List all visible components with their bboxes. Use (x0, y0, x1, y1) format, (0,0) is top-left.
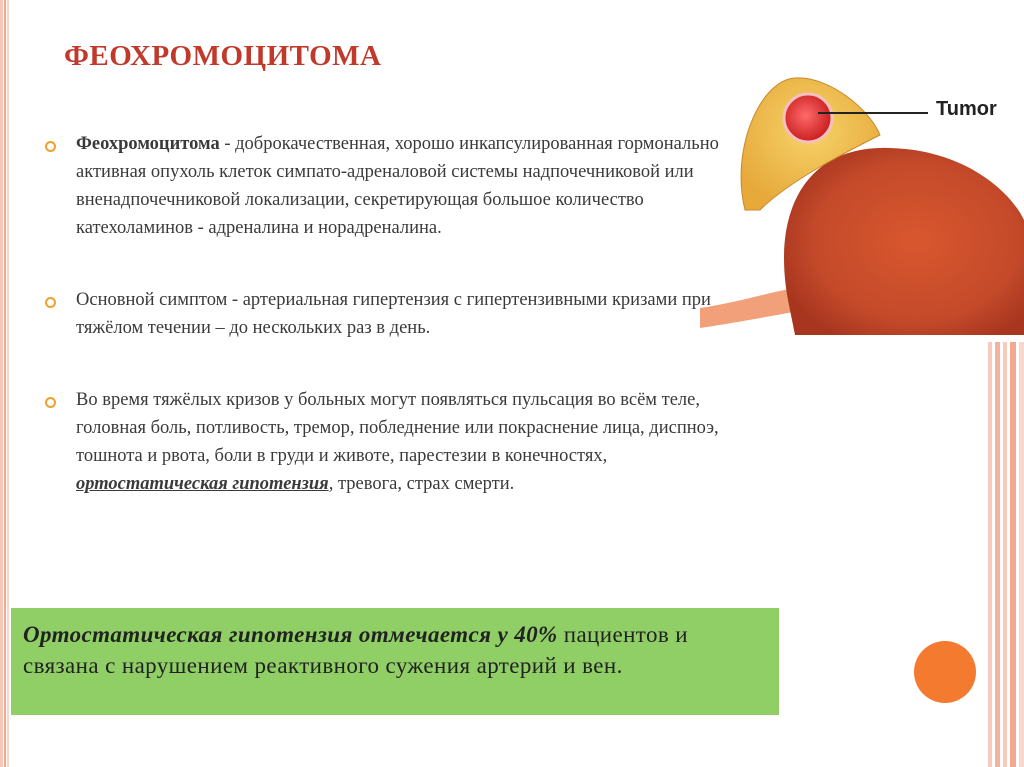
bullet-list (45, 130, 735, 542)
crisis-symptoms-tail: , тревога, страх смерти. (328, 474, 515, 494)
definition-text: - доброкачественная, хорошо инкапсулированная гормонально активная опухоль клеток симпато-адреналовой системы надпочечниковой или вненадпочечниковой локализации, секретирующая большое количество катехоламинов - адреналина и норадреналина. (76, 134, 719, 238)
crisis-symptoms-text: Во время тяжёлых кризов у больных могут появляться пульсация во всём теле, головная боль, потливость, тремор, побледнение или покраснение лица, диспноэ, тошнота и рвота, боли в груди и животе, парестезии в конечностях, (76, 390, 719, 466)
decorative-orange-circle (914, 641, 976, 703)
slide-title: ФЕОХРОМОЦИТОМА (64, 40, 382, 72)
orthostatic-hypotension-link[interactable]: ортостатическая гипотензия (76, 474, 329, 494)
callout-emphasis: Ортостатическая гипотензия отмечается у 40% (23, 622, 558, 647)
tumor-mass (784, 94, 832, 142)
tumor-label: Tumor (936, 98, 997, 120)
bullet-circle-icon (45, 397, 56, 408)
kidney-shape (784, 148, 1024, 335)
callout-text: пациентов и связана с нарушением реактивного сужения артерий и вен. (23, 622, 688, 678)
main-symptom-text: Основной симптом - артериальная гипертензия с гипертензивными кризами при тяжёлом течении – до нескольких раз в день. (76, 290, 711, 338)
bullet-circle-icon (45, 297, 56, 308)
left-decorative-stripes (0, 0, 10, 767)
bullet-main-symptom (45, 286, 735, 342)
bullet-crisis-symptoms (45, 386, 735, 498)
right-decorative-stripes (988, 342, 1024, 767)
term-pheochromocytoma: Феохромоцитома (76, 134, 220, 154)
callout-box (11, 608, 779, 715)
bullet-definition (45, 130, 735, 242)
bullet-circle-icon (45, 141, 56, 152)
